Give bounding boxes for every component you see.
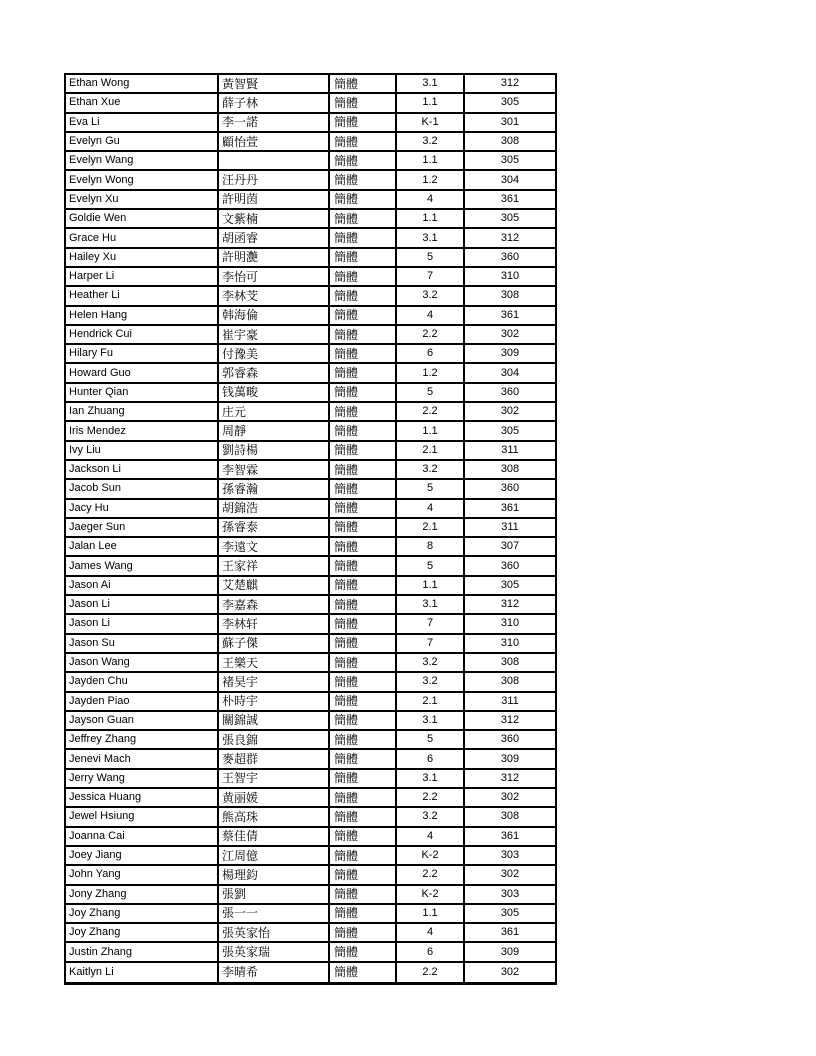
cell-chinese-name: 蘇子傑 [219,635,330,654]
cell-english-name: Harper Li [66,268,219,287]
cell-level: 2.2 [397,963,465,982]
cell-chinese-name: 庄元 [219,403,330,422]
cell-chinese-name: 顧怡萱 [219,133,330,152]
cell-room: 361 [465,191,555,210]
cell-script: 簡體 [330,133,397,152]
cell-english-name: Evelyn Wang [66,152,219,171]
cell-chinese-name: 李嘉森 [219,596,330,615]
cell-english-name: Evelyn Wong [66,171,219,190]
cell-level: 1.1 [397,422,465,441]
cell-room: 305 [465,94,555,113]
cell-script: 簡體 [330,229,397,248]
cell-level: 3.1 [397,75,465,94]
cell-chinese-name: 胡函睿 [219,229,330,248]
cell-room: 305 [465,422,555,441]
cell-chinese-name: 王家祥 [219,557,330,576]
cell-room: 301 [465,114,555,133]
cell-script: 簡體 [330,461,397,480]
cell-chinese-name: 李林芠 [219,287,330,306]
cell-script: 簡體 [330,152,397,171]
cell-room: 309 [465,750,555,769]
cell-english-name: Jayden Piao [66,693,219,712]
cell-level: 4 [397,924,465,943]
cell-level: 4 [397,307,465,326]
cell-level: 3.2 [397,287,465,306]
cell-english-name: Hailey Xu [66,249,219,268]
cell-script: 簡體 [330,750,397,769]
cell-script: 簡體 [330,886,397,905]
cell-chinese-name: 蔡佳倩 [219,828,330,847]
cell-room: 312 [465,229,555,248]
cell-room: 304 [465,364,555,383]
cell-script: 簡體 [330,249,397,268]
cell-chinese-name [219,152,330,171]
cell-chinese-name: 李遠文 [219,538,330,557]
cell-room: 308 [465,673,555,692]
cell-level: 1.1 [397,152,465,171]
cell-chinese-name: 張劉 [219,886,330,905]
cell-script: 簡體 [330,94,397,113]
cell-chinese-name: 朴時宇 [219,693,330,712]
cell-room: 305 [465,210,555,229]
cell-script: 簡體 [330,905,397,924]
cell-chinese-name: 江周億 [219,847,330,866]
cell-english-name: Jayson Guan [66,712,219,731]
cell-level: 2.2 [397,403,465,422]
cell-script: 簡體 [330,384,397,403]
cell-chinese-name: 關錦誠 [219,712,330,731]
cell-chinese-name: 崔宇豪 [219,326,330,345]
cell-script: 簡體 [330,364,397,383]
cell-english-name: Jenevi Mach [66,750,219,769]
cell-chinese-name: 麥超群 [219,750,330,769]
cell-script: 簡體 [330,635,397,654]
cell-script: 簡體 [330,693,397,712]
cell-english-name: Goldie Wen [66,210,219,229]
cell-room: 302 [465,866,555,885]
cell-english-name: Helen Hang [66,307,219,326]
cell-english-name: Justin Zhang [66,943,219,962]
cell-script: 簡體 [330,924,397,943]
cell-script: 簡體 [330,191,397,210]
cell-room: 360 [465,480,555,499]
cell-chinese-name: 張英家瑞 [219,943,330,962]
cell-chinese-name: 郭睿森 [219,364,330,383]
cell-script: 簡體 [330,210,397,229]
cell-english-name: Jewel Hsiung [66,808,219,827]
cell-level: 2.1 [397,519,465,538]
cell-room: 310 [465,635,555,654]
cell-english-name: Grace Hu [66,229,219,248]
cell-level: 3.1 [397,229,465,248]
cell-script: 簡體 [330,557,397,576]
cell-english-name: Jackson Li [66,461,219,480]
cell-chinese-name: 汪丹丹 [219,171,330,190]
cell-room: 305 [465,577,555,596]
cell-level: 1.1 [397,577,465,596]
cell-chinese-name: 孫睿泰 [219,519,330,538]
cell-level: K-1 [397,114,465,133]
cell-level: 4 [397,828,465,847]
cell-english-name: Eva Li [66,114,219,133]
cell-room: 312 [465,75,555,94]
cell-chinese-name: 周靜 [219,422,330,441]
cell-english-name: Heather Li [66,287,219,306]
cell-chinese-name: 張英家怡 [219,924,330,943]
cell-level: 2.2 [397,789,465,808]
cell-english-name: Hunter Qian [66,384,219,403]
cell-room: 309 [465,943,555,962]
cell-script: 簡體 [330,577,397,596]
cell-english-name: Jayden Chu [66,673,219,692]
cell-chinese-name: 付豫美 [219,345,330,364]
cell-chinese-name: 李一諾 [219,114,330,133]
cell-chinese-name: 黃智賢 [219,75,330,94]
cell-script: 簡體 [330,808,397,827]
cell-chinese-name: 韩海倫 [219,307,330,326]
cell-script: 簡體 [330,287,397,306]
cell-english-name: John Yang [66,866,219,885]
cell-script: 簡體 [330,500,397,519]
cell-level: 1.1 [397,210,465,229]
cell-chinese-name: 楊理鈞 [219,866,330,885]
cell-room: 305 [465,152,555,171]
cell-level: K-2 [397,886,465,905]
cell-english-name: Jacy Hu [66,500,219,519]
cell-script: 簡體 [330,422,397,441]
cell-level: 2.2 [397,326,465,345]
cell-level: 3.2 [397,654,465,673]
cell-english-name: Jason Li [66,596,219,615]
cell-chinese-name: 熊高珠 [219,808,330,827]
cell-chinese-name: 钱萬畯 [219,384,330,403]
cell-room: 312 [465,596,555,615]
cell-room: 361 [465,307,555,326]
cell-room: 303 [465,847,555,866]
cell-level: 2.1 [397,693,465,712]
cell-english-name: Ethan Wong [66,75,219,94]
cell-level: 5 [397,249,465,268]
cell-level: 5 [397,731,465,750]
cell-level: 1.1 [397,94,465,113]
cell-script: 簡體 [330,866,397,885]
cell-english-name: Jaeger Sun [66,519,219,538]
cell-script: 簡體 [330,75,397,94]
cell-room: 360 [465,249,555,268]
cell-chinese-name: 王樂天 [219,654,330,673]
cell-english-name: Jason Li [66,615,219,634]
cell-level: 2.1 [397,442,465,461]
cell-chinese-name: 王智宇 [219,770,330,789]
cell-room: 308 [465,461,555,480]
cell-english-name: Hilary Fu [66,345,219,364]
cell-room: 302 [465,326,555,345]
cell-script: 簡體 [330,731,397,750]
cell-english-name: Jony Zhang [66,886,219,905]
cell-chinese-name: 李林轩 [219,615,330,634]
cell-script: 簡體 [330,615,397,634]
cell-room: 310 [465,268,555,287]
cell-script: 簡體 [330,538,397,557]
cell-english-name: Iris Mendez [66,422,219,441]
cell-room: 312 [465,770,555,789]
cell-chinese-name: 黄丽媛 [219,789,330,808]
cell-english-name: Ivy Liu [66,442,219,461]
cell-english-name: Ian Zhuang [66,403,219,422]
cell-chinese-name: 文紫楠 [219,210,330,229]
cell-room: 360 [465,557,555,576]
cell-english-name: Joey Jiang [66,847,219,866]
cell-script: 簡體 [330,268,397,287]
cell-english-name: Jason Wang [66,654,219,673]
cell-level: 3.1 [397,712,465,731]
cell-room: 302 [500,965,520,978]
cell-script: 簡體 [330,345,397,364]
cell-level: K-2 [397,847,465,866]
cell-script: 簡體 [330,114,397,133]
cell-script: 簡體 [330,943,397,962]
cell-chinese-name: 薛子林 [219,94,330,113]
cell-english-name: Jason Su [66,635,219,654]
cell-level: 3.1 [397,596,465,615]
cell-room: 302 [465,789,555,808]
cell-script: 簡體 [330,480,397,499]
cell-level: 6 [397,750,465,769]
cell-english-name: Jalan Lee [66,538,219,557]
cell-english-name: Jessica Huang [66,789,219,808]
cell-room: 302 [465,403,555,422]
cell-chinese-name: 李怡可 [219,268,330,287]
cell-english-name: James Wang [66,557,219,576]
cell-chinese-name: 胡錦浩 [219,500,330,519]
cell-script: 簡體 [330,171,397,190]
cell-level: 5 [397,384,465,403]
cell-script: 簡體 [330,847,397,866]
student-roster-table [64,73,557,985]
cell-level: 2.2 [397,866,465,885]
cell-level: 1.1 [397,905,465,924]
cell-level: 8 [397,538,465,557]
cell-script: 簡體 [330,307,397,326]
cell-level: 1.2 [397,364,465,383]
cell-level: 3.2 [397,808,465,827]
cell-level: 5 [397,480,465,499]
cell-script: 簡體 [330,403,397,422]
cell-script: 簡體 [330,712,397,731]
cell-level: 4 [397,500,465,519]
cell-level: 4 [397,191,465,210]
cell-room: 311 [465,693,555,712]
cell-english-name: Joy Zhang [66,924,219,943]
cell-level: 6 [397,943,465,962]
cell-english-name: Ethan Xue [66,94,219,113]
cell-english-name: Kaitlyn Li [66,963,219,982]
cell-script: 簡體 [330,442,397,461]
cell-chinese-name: 張良錦 [219,731,330,750]
cell-level: 6 [397,345,465,364]
cell-level: 1.2 [397,171,465,190]
cell-chinese-name: 劉詩楊 [219,442,330,461]
cell-level: 3.2 [397,133,465,152]
cell-english-name: Jacob Sun [66,480,219,499]
cell-room: 360 [465,731,555,750]
cell-english-name: Jason Ai [66,577,219,596]
cell-level: 7 [397,615,465,634]
cell-script: 簡體 [330,326,397,345]
cell-room: 312 [465,712,555,731]
cell-english-name: Joy Zhang [66,905,219,924]
cell-english-name: Howard Guo [66,364,219,383]
cell-chinese-name: 許明灔 [219,249,330,268]
cell-room: 311 [465,442,555,461]
cell-chinese-name: 許明茵 [219,191,330,210]
cell-chinese-name: 孫睿瀚 [219,480,330,499]
cell-chinese-name: 張一一 [219,905,330,924]
cell-english-name: Evelyn Xu [66,191,219,210]
cell-chinese-name: 艾楚麒 [219,577,330,596]
cell-room: 303 [465,886,555,905]
cell-chinese-name: 李晴希 [219,963,330,982]
cell-level: 3.2 [397,673,465,692]
cell-room: 307 [465,538,555,557]
cell-level: 7 [397,635,465,654]
cell-chinese-name: 褚昊宇 [219,673,330,692]
cell-room: 308 [465,654,555,673]
cell-room: 308 [465,287,555,306]
cell-script: 簡體 [330,789,397,808]
cell-room: 305 [465,905,555,924]
cell-room: 310 [465,615,555,634]
cell-room: 360 [465,384,555,403]
cell-english-name: Hendrick Cui [66,326,219,345]
cell-room: 309 [465,345,555,364]
cell-english-name: Jeffrey Zhang [66,731,219,750]
cell-script: 簡體 [330,770,397,789]
cell-script: 簡體 [330,596,397,615]
cell-script: 簡體 [330,519,397,538]
cell-chinese-name: 李智霖 [219,461,330,480]
cell-english-name: Jerry Wang [66,770,219,789]
cell-level: 7 [397,268,465,287]
cell-room: 361 [465,500,555,519]
cell-script: 簡體 [330,654,397,673]
cell-level: 3.2 [397,461,465,480]
cell-room: 308 [465,808,555,827]
cell-english-name: Joanna Cai [66,828,219,847]
cell-room: 304 [465,171,555,190]
cell-room: 308 [465,133,555,152]
cell-english-name: Evelyn Gu [66,133,219,152]
cell-room: 361 [465,828,555,847]
cell-level: 5 [397,557,465,576]
cell-room: 361 [465,924,555,943]
cell-room: 311 [465,519,555,538]
cell-script: 簡體 [330,828,397,847]
cell-script: 簡體 [330,673,397,692]
cell-script: 簡體 [330,963,397,982]
cell-level: 3.1 [397,770,465,789]
